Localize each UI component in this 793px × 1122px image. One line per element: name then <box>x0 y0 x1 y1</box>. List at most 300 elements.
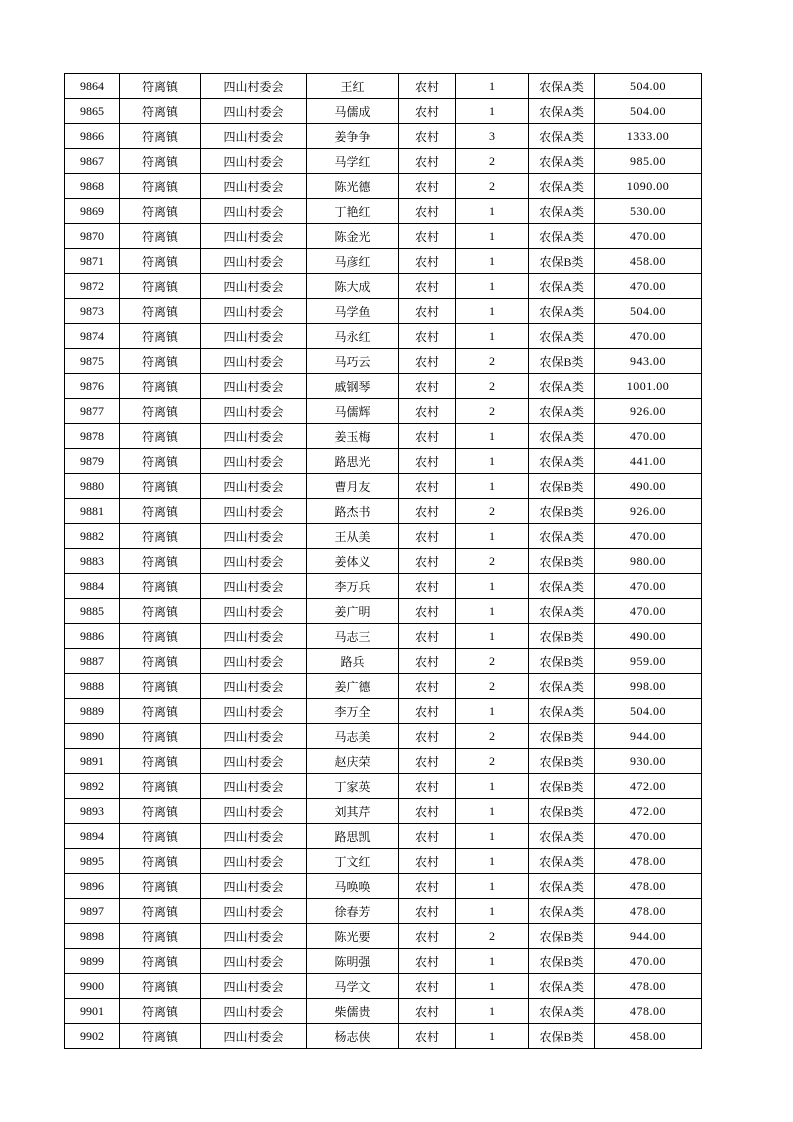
cell-residence-type: 农村 <box>399 349 456 374</box>
cell-village-committee: 四山村委会 <box>201 774 307 799</box>
cell-person-count: 2 <box>456 399 529 424</box>
cell-town: 符离镇 <box>120 574 201 599</box>
cell-residence-type: 农村 <box>399 249 456 274</box>
table-body <box>65 74 702 1049</box>
cell-person-count: 2 <box>456 749 529 774</box>
cell-amount: 998.00 <box>595 674 702 699</box>
cell-person-count: 2 <box>456 674 529 699</box>
cell-serial: 9870 <box>65 224 120 249</box>
cell-person-count: 1 <box>456 99 529 124</box>
table-row <box>65 449 702 474</box>
cell-insurance-category: 农保B类 <box>529 499 595 524</box>
cell-residence-type: 农村 <box>399 624 456 649</box>
cell-insurance-category: 农保B类 <box>529 249 595 274</box>
cell-town: 符离镇 <box>120 99 201 124</box>
cell-serial: 9902 <box>65 1024 120 1049</box>
cell-town: 符离镇 <box>120 449 201 474</box>
cell-town: 符离镇 <box>120 224 201 249</box>
cell-serial: 9877 <box>65 399 120 424</box>
cell-name: 陈金光 <box>307 224 399 249</box>
table-row <box>65 124 702 149</box>
cell-residence-type: 农村 <box>399 849 456 874</box>
cell-name: 马巧云 <box>307 349 399 374</box>
cell-serial: 9872 <box>65 274 120 299</box>
cell-name: 路思凯 <box>307 824 399 849</box>
cell-serial: 9876 <box>65 374 120 399</box>
cell-insurance-category: 农保B类 <box>529 724 595 749</box>
cell-amount: 470.00 <box>595 224 702 249</box>
table-row <box>65 524 702 549</box>
cell-serial: 9898 <box>65 924 120 949</box>
table-row <box>65 274 702 299</box>
cell-serial: 9866 <box>65 124 120 149</box>
cell-insurance-category: 农保A类 <box>529 199 595 224</box>
cell-name: 丁艳红 <box>307 199 399 224</box>
cell-person-count: 2 <box>456 724 529 749</box>
cell-name: 王从美 <box>307 524 399 549</box>
cell-amount: 478.00 <box>595 874 702 899</box>
cell-amount: 504.00 <box>595 74 702 99</box>
cell-town: 符离镇 <box>120 624 201 649</box>
cell-insurance-category: 农保A类 <box>529 374 595 399</box>
cell-amount: 478.00 <box>595 999 702 1024</box>
cell-amount: 478.00 <box>595 849 702 874</box>
table-row <box>65 599 702 624</box>
cell-village-committee: 四山村委会 <box>201 499 307 524</box>
cell-insurance-category: 农保A类 <box>529 124 595 149</box>
cell-village-committee: 四山村委会 <box>201 599 307 624</box>
table-row <box>65 199 702 224</box>
cell-name: 马唤唤 <box>307 874 399 899</box>
cell-person-count: 1 <box>456 949 529 974</box>
cell-village-committee: 四山村委会 <box>201 899 307 924</box>
cell-insurance-category: 农保A类 <box>529 974 595 999</box>
cell-village-committee: 四山村委会 <box>201 474 307 499</box>
cell-town: 符离镇 <box>120 524 201 549</box>
cell-person-count: 1 <box>456 449 529 474</box>
cell-town: 符离镇 <box>120 774 201 799</box>
table-row <box>65 499 702 524</box>
cell-person-count: 1 <box>456 874 529 899</box>
cell-residence-type: 农村 <box>399 399 456 424</box>
cell-village-committee: 四山村委会 <box>201 424 307 449</box>
cell-insurance-category: 农保A类 <box>529 399 595 424</box>
cell-amount: 1090.00 <box>595 174 702 199</box>
cell-village-committee: 四山村委会 <box>201 974 307 999</box>
cell-serial: 9890 <box>65 724 120 749</box>
cell-village-committee: 四山村委会 <box>201 299 307 324</box>
table-row <box>65 974 702 999</box>
cell-village-committee: 四山村委会 <box>201 349 307 374</box>
cell-person-count: 1 <box>456 799 529 824</box>
cell-name: 马儒辉 <box>307 399 399 424</box>
cell-insurance-category: 农保B类 <box>529 774 595 799</box>
pension-table <box>64 73 702 1049</box>
cell-person-count: 2 <box>456 499 529 524</box>
cell-town: 符离镇 <box>120 374 201 399</box>
table-row <box>65 749 702 774</box>
table-row <box>65 224 702 249</box>
cell-residence-type: 农村 <box>399 224 456 249</box>
cell-residence-type: 农村 <box>399 824 456 849</box>
cell-residence-type: 农村 <box>399 149 456 174</box>
cell-town: 符离镇 <box>120 124 201 149</box>
cell-amount: 458.00 <box>595 249 702 274</box>
cell-person-count: 3 <box>456 124 529 149</box>
cell-insurance-category: 农保A类 <box>529 99 595 124</box>
cell-person-count: 1 <box>456 324 529 349</box>
cell-town: 符离镇 <box>120 74 201 99</box>
cell-town: 符离镇 <box>120 799 201 824</box>
cell-name: 马彦红 <box>307 249 399 274</box>
cell-amount: 490.00 <box>595 624 702 649</box>
cell-village-committee: 四山村委会 <box>201 199 307 224</box>
cell-person-count: 1 <box>456 999 529 1024</box>
table-row <box>65 1024 702 1049</box>
cell-village-committee: 四山村委会 <box>201 824 307 849</box>
cell-town: 符离镇 <box>120 699 201 724</box>
cell-person-count: 2 <box>456 374 529 399</box>
cell-village-committee: 四山村委会 <box>201 174 307 199</box>
cell-insurance-category: 农保A类 <box>529 449 595 474</box>
cell-amount: 470.00 <box>595 274 702 299</box>
cell-serial: 9887 <box>65 649 120 674</box>
cell-village-committee: 四山村委会 <box>201 249 307 274</box>
cell-village-committee: 四山村委会 <box>201 749 307 774</box>
cell-serial: 9871 <box>65 249 120 274</box>
table-row <box>65 949 702 974</box>
cell-amount: 470.00 <box>595 949 702 974</box>
cell-insurance-category: 农保A类 <box>529 574 595 599</box>
cell-amount: 458.00 <box>595 1024 702 1049</box>
table-row <box>65 574 702 599</box>
cell-amount: 478.00 <box>595 974 702 999</box>
cell-name: 姜玉梅 <box>307 424 399 449</box>
cell-person-count: 1 <box>456 299 529 324</box>
cell-residence-type: 农村 <box>399 499 456 524</box>
cell-amount: 470.00 <box>595 574 702 599</box>
table-row <box>65 374 702 399</box>
cell-amount: 441.00 <box>595 449 702 474</box>
cell-name: 姜体义 <box>307 549 399 574</box>
cell-residence-type: 农村 <box>399 799 456 824</box>
table-row <box>65 624 702 649</box>
cell-residence-type: 农村 <box>399 174 456 199</box>
cell-serial: 9875 <box>65 349 120 374</box>
table-row <box>65 824 702 849</box>
cell-town: 符离镇 <box>120 199 201 224</box>
cell-town: 符离镇 <box>120 174 201 199</box>
cell-town: 符离镇 <box>120 499 201 524</box>
cell-name: 马学红 <box>307 149 399 174</box>
cell-residence-type: 农村 <box>399 124 456 149</box>
cell-insurance-category: 农保A类 <box>529 699 595 724</box>
cell-insurance-category: 农保A类 <box>529 874 595 899</box>
cell-town: 符离镇 <box>120 274 201 299</box>
table-row <box>65 349 702 374</box>
cell-amount: 470.00 <box>595 599 702 624</box>
cell-town: 符离镇 <box>120 724 201 749</box>
cell-serial: 9873 <box>65 299 120 324</box>
cell-insurance-category: 农保A类 <box>529 849 595 874</box>
cell-amount: 472.00 <box>595 774 702 799</box>
cell-serial: 9869 <box>65 199 120 224</box>
cell-person-count: 1 <box>456 524 529 549</box>
table-row <box>65 849 702 874</box>
cell-person-count: 1 <box>456 74 529 99</box>
cell-serial: 9881 <box>65 499 120 524</box>
cell-name: 马永红 <box>307 324 399 349</box>
cell-name: 路兵 <box>307 649 399 674</box>
cell-town: 符离镇 <box>120 399 201 424</box>
cell-person-count: 1 <box>456 599 529 624</box>
cell-village-committee: 四山村委会 <box>201 699 307 724</box>
cell-serial: 9880 <box>65 474 120 499</box>
cell-insurance-category: 农保B类 <box>529 949 595 974</box>
cell-town: 符离镇 <box>120 474 201 499</box>
cell-residence-type: 农村 <box>399 74 456 99</box>
cell-person-count: 1 <box>456 249 529 274</box>
cell-amount: 504.00 <box>595 99 702 124</box>
cell-amount: 470.00 <box>595 324 702 349</box>
cell-amount: 1001.00 <box>595 374 702 399</box>
cell-name: 马志三 <box>307 624 399 649</box>
cell-village-committee: 四山村委会 <box>201 224 307 249</box>
cell-amount: 478.00 <box>595 899 702 924</box>
cell-residence-type: 农村 <box>399 299 456 324</box>
cell-village-committee: 四山村委会 <box>201 274 307 299</box>
cell-name: 马学文 <box>307 974 399 999</box>
cell-village-committee: 四山村委会 <box>201 374 307 399</box>
table-row <box>65 99 702 124</box>
cell-name: 姜争争 <box>307 124 399 149</box>
cell-person-count: 1 <box>456 574 529 599</box>
cell-residence-type: 农村 <box>399 99 456 124</box>
cell-name: 姜广明 <box>307 599 399 624</box>
table-row <box>65 324 702 349</box>
cell-person-count: 1 <box>456 474 529 499</box>
cell-town: 符离镇 <box>120 549 201 574</box>
cell-residence-type: 农村 <box>399 749 456 774</box>
table-row <box>65 924 702 949</box>
table-row <box>65 249 702 274</box>
cell-name: 李万兵 <box>307 574 399 599</box>
cell-town: 符离镇 <box>120 349 201 374</box>
table-row <box>65 674 702 699</box>
cell-serial: 9892 <box>65 774 120 799</box>
cell-amount: 470.00 <box>595 424 702 449</box>
cell-amount: 985.00 <box>595 149 702 174</box>
cell-name: 姜广德 <box>307 674 399 699</box>
cell-town: 符离镇 <box>120 424 201 449</box>
cell-village-committee: 四山村委会 <box>201 949 307 974</box>
cell-insurance-category: 农保B类 <box>529 924 595 949</box>
table-row <box>65 174 702 199</box>
cell-name: 杨志侠 <box>307 1024 399 1049</box>
cell-person-count: 2 <box>456 649 529 674</box>
cell-insurance-category: 农保B类 <box>529 349 595 374</box>
cell-serial: 9894 <box>65 824 120 849</box>
cell-town: 符离镇 <box>120 299 201 324</box>
cell-insurance-category: 农保A类 <box>529 149 595 174</box>
table-row <box>65 549 702 574</box>
cell-name: 刘其芹 <box>307 799 399 824</box>
cell-insurance-category: 农保A类 <box>529 424 595 449</box>
cell-village-committee: 四山村委会 <box>201 649 307 674</box>
cell-village-committee: 四山村委会 <box>201 924 307 949</box>
table-row <box>65 299 702 324</box>
cell-person-count: 1 <box>456 274 529 299</box>
cell-name: 徐春芳 <box>307 899 399 924</box>
cell-amount: 504.00 <box>595 299 702 324</box>
cell-person-count: 2 <box>456 349 529 374</box>
cell-name: 丁家英 <box>307 774 399 799</box>
cell-serial: 9864 <box>65 74 120 99</box>
cell-town: 符离镇 <box>120 749 201 774</box>
cell-village-committee: 四山村委会 <box>201 874 307 899</box>
cell-village-committee: 四山村委会 <box>201 524 307 549</box>
cell-person-count: 1 <box>456 899 529 924</box>
cell-amount: 944.00 <box>595 924 702 949</box>
cell-amount: 959.00 <box>595 649 702 674</box>
cell-residence-type: 农村 <box>399 374 456 399</box>
cell-village-committee: 四山村委会 <box>201 724 307 749</box>
cell-amount: 926.00 <box>595 499 702 524</box>
cell-name: 丁文红 <box>307 849 399 874</box>
cell-insurance-category: 农保B类 <box>529 549 595 574</box>
cell-amount: 490.00 <box>595 474 702 499</box>
cell-name: 马志美 <box>307 724 399 749</box>
cell-serial: 9867 <box>65 149 120 174</box>
cell-insurance-category: 农保B类 <box>529 474 595 499</box>
cell-name: 李万全 <box>307 699 399 724</box>
cell-residence-type: 农村 <box>399 674 456 699</box>
cell-residence-type: 农村 <box>399 524 456 549</box>
cell-name: 王红 <box>307 74 399 99</box>
cell-residence-type: 农村 <box>399 274 456 299</box>
cell-name: 路思光 <box>307 449 399 474</box>
cell-name: 戚钢琴 <box>307 374 399 399</box>
cell-town: 符离镇 <box>120 249 201 274</box>
cell-insurance-category: 农保A类 <box>529 599 595 624</box>
cell-village-committee: 四山村委会 <box>201 624 307 649</box>
cell-insurance-category: 农保A类 <box>529 74 595 99</box>
cell-village-committee: 四山村委会 <box>201 124 307 149</box>
cell-serial: 9874 <box>65 324 120 349</box>
cell-person-count: 1 <box>456 699 529 724</box>
cell-village-committee: 四山村委会 <box>201 999 307 1024</box>
cell-residence-type: 农村 <box>399 549 456 574</box>
cell-residence-type: 农村 <box>399 774 456 799</box>
table-row <box>65 899 702 924</box>
cell-serial: 9895 <box>65 849 120 874</box>
table-row <box>65 799 702 824</box>
cell-insurance-category: 农保A类 <box>529 674 595 699</box>
cell-insurance-category: 农保A类 <box>529 324 595 349</box>
cell-amount: 470.00 <box>595 824 702 849</box>
cell-serial: 9885 <box>65 599 120 624</box>
cell-village-committee: 四山村委会 <box>201 799 307 824</box>
table-row <box>65 724 702 749</box>
cell-village-committee: 四山村委会 <box>201 324 307 349</box>
cell-village-committee: 四山村委会 <box>201 99 307 124</box>
cell-town: 符离镇 <box>120 599 201 624</box>
cell-person-count: 1 <box>456 224 529 249</box>
cell-serial: 9884 <box>65 574 120 599</box>
cell-amount: 980.00 <box>595 549 702 574</box>
cell-serial: 9883 <box>65 549 120 574</box>
table-row <box>65 874 702 899</box>
cell-residence-type: 农村 <box>399 649 456 674</box>
cell-insurance-category: 农保A类 <box>529 899 595 924</box>
cell-name: 曹月友 <box>307 474 399 499</box>
cell-name: 陈大成 <box>307 274 399 299</box>
cell-residence-type: 农村 <box>399 699 456 724</box>
table-row <box>65 999 702 1024</box>
cell-insurance-category: 农保A类 <box>529 274 595 299</box>
cell-insurance-category: 农保B类 <box>529 624 595 649</box>
cell-name: 马学鱼 <box>307 299 399 324</box>
cell-village-committee: 四山村委会 <box>201 1024 307 1049</box>
cell-village-committee: 四山村委会 <box>201 399 307 424</box>
cell-name: 陈明强 <box>307 949 399 974</box>
cell-person-count: 2 <box>456 549 529 574</box>
cell-insurance-category: 农保A类 <box>529 224 595 249</box>
cell-person-count: 1 <box>456 424 529 449</box>
cell-person-count: 1 <box>456 774 529 799</box>
cell-town: 符离镇 <box>120 924 201 949</box>
cell-town: 符离镇 <box>120 899 201 924</box>
cell-name: 陈光要 <box>307 924 399 949</box>
cell-insurance-category: 农保A类 <box>529 174 595 199</box>
cell-town: 符离镇 <box>120 324 201 349</box>
cell-town: 符离镇 <box>120 674 201 699</box>
cell-town: 符离镇 <box>120 874 201 899</box>
cell-town: 符离镇 <box>120 999 201 1024</box>
cell-person-count: 1 <box>456 1024 529 1049</box>
cell-village-committee: 四山村委会 <box>201 74 307 99</box>
table-row <box>65 399 702 424</box>
cell-residence-type: 农村 <box>399 449 456 474</box>
cell-person-count: 2 <box>456 149 529 174</box>
cell-insurance-category: 农保A类 <box>529 524 595 549</box>
cell-town: 符离镇 <box>120 149 201 174</box>
cell-town: 符离镇 <box>120 1024 201 1049</box>
cell-serial: 9868 <box>65 174 120 199</box>
cell-serial: 9891 <box>65 749 120 774</box>
cell-town: 符离镇 <box>120 849 201 874</box>
cell-serial: 9865 <box>65 99 120 124</box>
cell-serial: 9886 <box>65 624 120 649</box>
cell-amount: 470.00 <box>595 524 702 549</box>
cell-town: 符离镇 <box>120 649 201 674</box>
cell-person-count: 1 <box>456 974 529 999</box>
cell-amount: 504.00 <box>595 699 702 724</box>
cell-residence-type: 农村 <box>399 1024 456 1049</box>
cell-serial: 9893 <box>65 799 120 824</box>
cell-name: 路杰书 <box>307 499 399 524</box>
cell-person-count: 1 <box>456 624 529 649</box>
table-row <box>65 699 702 724</box>
cell-town: 符离镇 <box>120 824 201 849</box>
cell-village-committee: 四山村委会 <box>201 674 307 699</box>
cell-residence-type: 农村 <box>399 899 456 924</box>
cell-residence-type: 农村 <box>399 999 456 1024</box>
cell-insurance-category: 农保A类 <box>529 824 595 849</box>
cell-serial: 9888 <box>65 674 120 699</box>
cell-residence-type: 农村 <box>399 874 456 899</box>
cell-residence-type: 农村 <box>399 924 456 949</box>
